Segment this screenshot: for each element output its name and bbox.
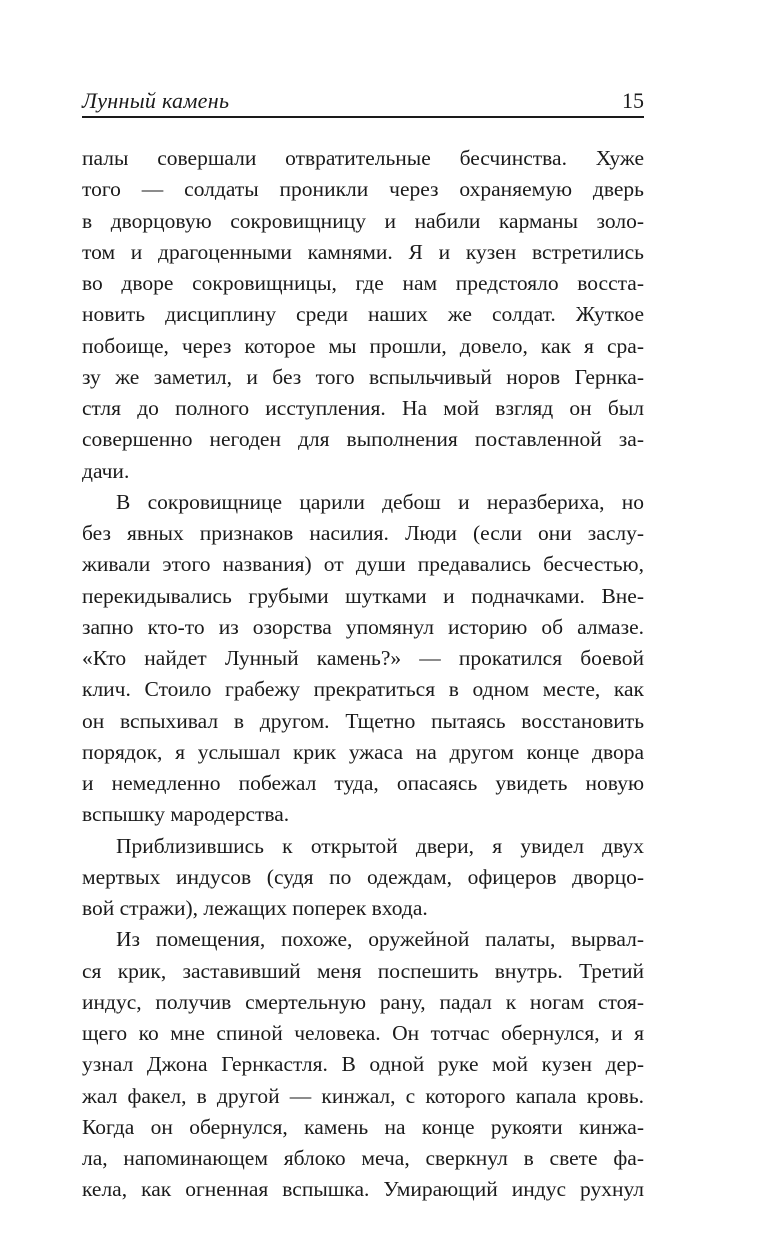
text-line: вспышку мародерства. bbox=[82, 802, 290, 827]
text-line: В сокровищнице царили дебош и неразбериха, но bbox=[116, 489, 644, 514]
paragraph bbox=[82, 487, 644, 831]
text-line: ся крик, заставивший меня поспешить внутрь. Третий bbox=[82, 958, 644, 983]
text-line: он вспыхивал в другом. Тщетно пытаясь восстановить bbox=[82, 708, 644, 733]
text-line: совершенно негоден для выполнения поставленной за- bbox=[82, 427, 644, 452]
text-line: индус, получив смертельную рану, падал к ногам стоя- bbox=[82, 989, 644, 1014]
running-title: Лунный камень bbox=[82, 88, 230, 113]
paragraph bbox=[82, 831, 644, 925]
text-line: в дворцовую сокровищницу и набили карманы золо- bbox=[82, 208, 644, 233]
text-line: палы совершали отвратительные бесчинства. Хуже bbox=[82, 146, 644, 170]
paragraph bbox=[82, 143, 644, 487]
text-line: мертвых индусов (судя по одеждам, офицеров дворцо- bbox=[82, 864, 644, 889]
text-line: новить дисциплину среди наших же солдат. Жуткое bbox=[82, 302, 644, 327]
text-line: побоище, через которое мы прошли, довело, как я сра- bbox=[82, 333, 644, 358]
text-line: клич. Стоило грабежу прекратиться в одном месте, как bbox=[82, 677, 644, 702]
text-line: запно кто-то из озорства упомянул историю об алмазе. bbox=[82, 614, 644, 639]
text-line: того — солдаты проникли через охраняемую дверь bbox=[82, 177, 644, 202]
text-line: вой стражи), лежащих поперек входа. bbox=[82, 896, 428, 920]
text-line: узнал Джона Гернкастля. В одной руке мой кузен дер- bbox=[82, 1052, 644, 1077]
text-line: живали этого названия) от души предавались бесчестью, bbox=[82, 552, 644, 577]
text-line: дачи. bbox=[82, 458, 130, 483]
text-line: «Кто найдет Лунный камень?» — прокатился боевой bbox=[82, 646, 644, 670]
text-line: порядок, я услышал крик ужаса на другом конце двора bbox=[82, 739, 644, 764]
page-number: 15 bbox=[622, 88, 644, 113]
text-line: ла, напоминающем яблоко меча, сверкнул в свете фа- bbox=[82, 1146, 644, 1170]
text-line: Когда он обернулся, камень на конце рукояти кинжа- bbox=[82, 1114, 644, 1139]
paragraph bbox=[82, 924, 644, 1205]
text-line: том и драгоценными камнями. Я и кузен встретились bbox=[82, 239, 644, 264]
text-line: жал факел, в другой — кинжал, с которого капала кровь. bbox=[82, 1083, 644, 1108]
text-line: во дворе сокровищницы, где нам предстояло восста- bbox=[82, 271, 644, 295]
text-line: без явных признаков насилия. Люди (если они заслу- bbox=[82, 521, 644, 545]
text-line: зу же заметил, и без того вспыльчивый норов Гернка- bbox=[82, 364, 644, 389]
text-line: перекидывались грубыми шутками и подначками. Вне- bbox=[82, 583, 644, 608]
header-rule bbox=[82, 116, 644, 118]
text-line: щего ко мне спиной человека. Он тотчас обернулся, и я bbox=[82, 1021, 644, 1045]
running-head bbox=[82, 88, 644, 114]
text-line: стля до полного исступления. На мой взгляд он был bbox=[82, 396, 644, 420]
text-line: Приблизившись к открытой двери, я увидел двух bbox=[116, 833, 644, 858]
text-line: кела, как огненная вспышка. Умирающий индус рухнул bbox=[82, 1177, 644, 1202]
text-line: и немедленно побежал туда, опасаясь увидеть новую bbox=[82, 771, 644, 795]
text-line: Из помещения, похоже, оружейной палаты, вырвал- bbox=[116, 927, 644, 952]
body-text bbox=[82, 143, 644, 1206]
